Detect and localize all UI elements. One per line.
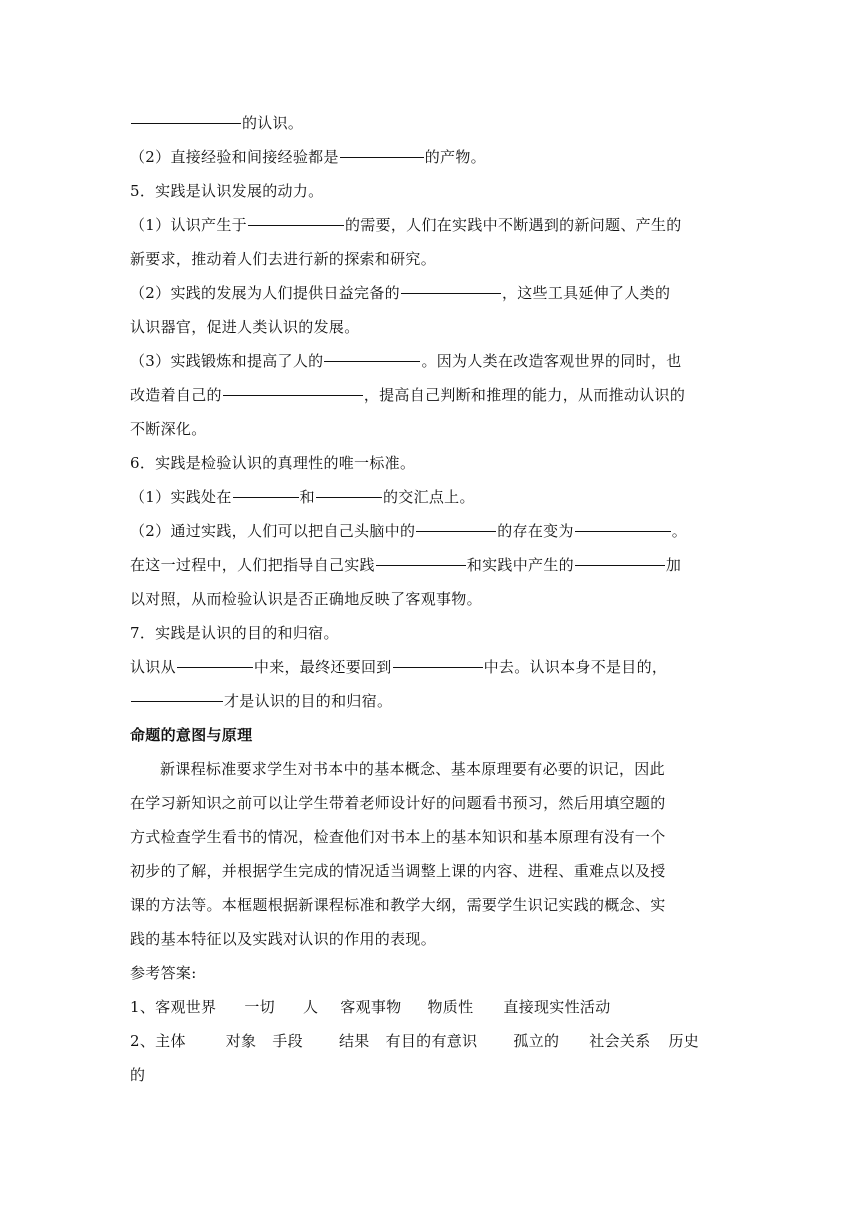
- paragraph-line: 课的方法等。本框题根据新课程标准和教学大纲，需要学生识记实践的概念、实: [130, 896, 666, 914]
- paragraph-line: 初步的了解，并根据学生完成的情况适当调整上课的内容、进程、重难点以及授: [130, 862, 666, 880]
- answer-blank[interactable]: [223, 394, 363, 396]
- line-text: （3）实践锻炼和提高了人的: [130, 352, 324, 370]
- text-line: [130, 106, 730, 140]
- answer-item: 结果: [338, 1032, 370, 1050]
- line-text: 的交汇点上。: [382, 488, 475, 506]
- line-text: （2）实践的发展为人们提供日益完备的: [130, 284, 400, 302]
- answer-item: 2、主体: [130, 1032, 186, 1050]
- line-text: 才是认识的目的和归宿。: [224, 692, 393, 710]
- line-text: 7．实践是认识的目的和归宿。: [130, 624, 339, 642]
- answer-blank[interactable]: [248, 224, 344, 226]
- line-text: 中来，最终还要回到: [253, 658, 392, 676]
- answer-line-2: [130, 1024, 730, 1058]
- answer-item: 物质性: [427, 998, 474, 1016]
- answer-blank[interactable]: [340, 156, 424, 158]
- paragraph-line: 在学习新知识之前可以让学生带着老师设计好的问题看书预习，然后用填空题的: [130, 794, 666, 812]
- line-text: 。: [671, 522, 688, 540]
- answer-blank[interactable]: [575, 564, 665, 566]
- line-text: 的认识。: [242, 114, 304, 132]
- answer-item: 人: [302, 998, 319, 1016]
- line-text: 在这一过程中，人们把指导自己实践: [130, 556, 375, 574]
- line-text: 的产物。: [424, 148, 486, 166]
- explanation-paragraph: [130, 752, 730, 956]
- line-text: （2）通过实践，人们可以把自己头脑中的: [130, 522, 416, 540]
- text-line: [130, 650, 730, 684]
- line-text: 不断深化。: [130, 420, 207, 438]
- line-text: 。因为人类在改造客观世界的同时，也: [421, 352, 682, 370]
- text-line: [130, 310, 730, 344]
- line-text: 中去。认识本身不是目的，: [483, 658, 668, 676]
- line-text: 5．实践是认识发展的动力。: [130, 182, 324, 200]
- answer-blank[interactable]: [131, 122, 241, 124]
- text-line: [130, 276, 730, 310]
- answers-label: 参考答案:: [130, 964, 197, 982]
- line-text: 认识从: [130, 658, 176, 676]
- answer-blank[interactable]: [316, 496, 382, 498]
- answer-line-2-continued: 的: [130, 1066, 146, 1084]
- text-line: [130, 412, 730, 446]
- answer-item: 对象: [225, 1032, 257, 1050]
- answer-item: 孤立的: [513, 1032, 560, 1050]
- answer-item: 手段: [272, 1032, 303, 1050]
- text-line: [130, 514, 730, 548]
- text-line: [130, 242, 730, 276]
- text-line: [130, 548, 730, 582]
- text-line: [130, 208, 730, 242]
- answer-item: 社会关系: [589, 1032, 651, 1050]
- section-heading: 命题的意图与原理: [130, 726, 253, 744]
- paragraph-line: 践的基本特征以及实践对认识的作用的表现。: [130, 930, 437, 948]
- answer-item: 1、客观世界: [130, 998, 217, 1016]
- answer-item: 历史: [668, 1032, 700, 1050]
- answer-item: 一切: [244, 998, 275, 1016]
- line-text: ，这些工具延伸了人类的: [501, 284, 671, 302]
- answer-blank[interactable]: [131, 700, 223, 702]
- line-text: 的需要，人们在实践中不断遇到的新问题、产生的: [344, 216, 682, 234]
- line-text: 的存在变为: [497, 522, 574, 540]
- text-line: [130, 344, 730, 378]
- answer-line-1: [130, 990, 730, 1024]
- answer-item: 有目的有意识: [385, 1032, 478, 1050]
- answer-blank[interactable]: [401, 292, 501, 294]
- line-text: 和实践中产生的: [466, 556, 574, 574]
- text-line: [130, 378, 730, 412]
- text-line: [130, 446, 730, 480]
- line-text: 认识器官，促进人类认识的发展。: [130, 318, 360, 336]
- text-line: [130, 616, 730, 650]
- text-line: [130, 480, 730, 514]
- text-line: [130, 582, 730, 616]
- answer-item: 直接现实性活动: [503, 998, 611, 1016]
- text-line: [130, 140, 730, 174]
- document-page: [130, 106, 730, 1092]
- answer-item: 客观事物: [340, 998, 402, 1016]
- line-text: 改造着自己的: [130, 386, 222, 404]
- line-text: 6．实践是检验认识的真理性的唯一标准。: [130, 454, 416, 472]
- text-line: [130, 684, 730, 718]
- answer-blank[interactable]: [177, 666, 253, 668]
- line-text: 新要求，推动着人们去进行新的探索和研究。: [130, 250, 437, 268]
- line-text: ，提高自己判断和推理的能力，从而推动认识的: [363, 386, 686, 404]
- answer-blank[interactable]: [376, 564, 466, 566]
- answer-blank[interactable]: [324, 360, 420, 362]
- answer-blank[interactable]: [416, 530, 496, 532]
- answer-blank[interactable]: [233, 496, 299, 498]
- fill-in-section: [130, 106, 730, 718]
- line-text: 和: [299, 488, 315, 506]
- answer-blank[interactable]: [393, 666, 483, 668]
- line-text: 加: [665, 556, 682, 574]
- line-text: （1）实践处在: [130, 488, 232, 506]
- text-line: [130, 174, 730, 208]
- line-text: （2）直接经验和间接经验都是: [130, 148, 339, 166]
- answer-blank[interactable]: [575, 530, 671, 532]
- paragraph-line: 方式检查学生看书的情况，检查他们对书本上的基本知识和基本原理有没有一个: [130, 828, 666, 846]
- line-text: 以对照，从而检验认识是否正确地反映了客观事物。: [130, 590, 482, 608]
- line-text: （1）认识产生于: [130, 216, 247, 234]
- paragraph-line: 新课程标准要求学生对书本中的基本概念、基本原理要有必要的识记，因此: [160, 760, 665, 778]
